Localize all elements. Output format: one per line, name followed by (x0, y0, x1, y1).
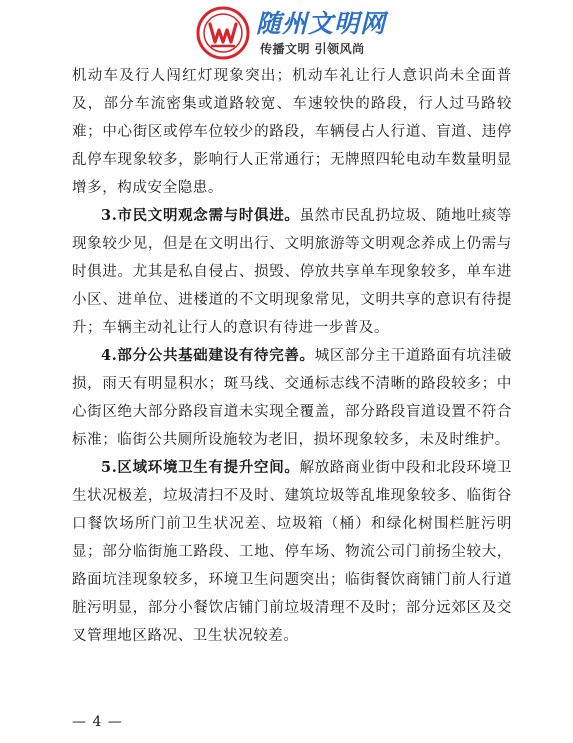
site-watermark (196, 2, 466, 64)
document-body (72, 62, 512, 650)
wenming-seal-icon (196, 6, 250, 60)
site-slogan: 传播文明 引领风尚 (260, 42, 365, 56)
paragraph-heading: 5.区域环境卫生有提升空间。 (101, 459, 300, 476)
paragraph-text: 城区部分主干道路面有坑洼破损，雨天有明显积水；斑马线、交通标志线不清晰的路段较多；中心街区绝大部分路段盲道未实现全覆盖，部分路段盲道设置不符合标准；临街公共厕所设施较为老旧，损坏现象较多，未及时维护。 (72, 348, 512, 448)
paragraph-text: 解放路商业街中段和北段环境卫生状况极差，垃圾清扫不及时、建筑垃圾等乱堆现象较多、临街谷口餐饮场所门前卫生状况差、垃圾箱（桶）和绿化树围栏脏污明显；部分临街施工路段、工地、停车场、物流公司门前扬尘较大，路面坑洼现象较多，环境卫生问题突出；临街餐饮商铺门前人行道脏污明显，部分小餐饮店铺门前垃圾清理不及时；部分远郊区及交叉管理地区路况、卫生状况较差。 (72, 460, 512, 644)
site-name: 随州文明网 (256, 9, 387, 38)
paragraph-item-5 (72, 454, 512, 650)
paragraph-text: 虽然市民乱扔垃圾、随地吐痰等现象较少见，但是在文明出行、文明旅游等文明观念养成上仍需与时俱进。尤其是私自侵占、损毁、停放共享单车现象较多，单车进小区、进单位、进楼道的不文明现象常见，文明共享的意识有待提升；车辆主动礼让行人的意识有待进一步普及。 (72, 208, 512, 336)
page-number: — 4 — (72, 714, 123, 730)
paragraph-heading: 3.市民文明观念需与时俱进。 (101, 207, 300, 224)
paragraph-item-4 (72, 342, 512, 454)
paragraph-heading: 4.部分公共基础建设有待完善。 (101, 347, 315, 364)
paragraph-continued (72, 62, 512, 202)
paragraph-item-3 (72, 202, 512, 342)
paragraph-text: 机动车及行人闯红灯现象突出；机动车礼让行人意识尚未全面普及，部分车流密集或道路较宽、车速较快的路段，行人过马路较难；中心街区或停车位较少的路段，车辆侵占人行道、盲道、违停乱停车现象较多，影响行人正常通行；无牌照四轮电动车数量明显增多，构成安全隐患。 (72, 68, 512, 196)
